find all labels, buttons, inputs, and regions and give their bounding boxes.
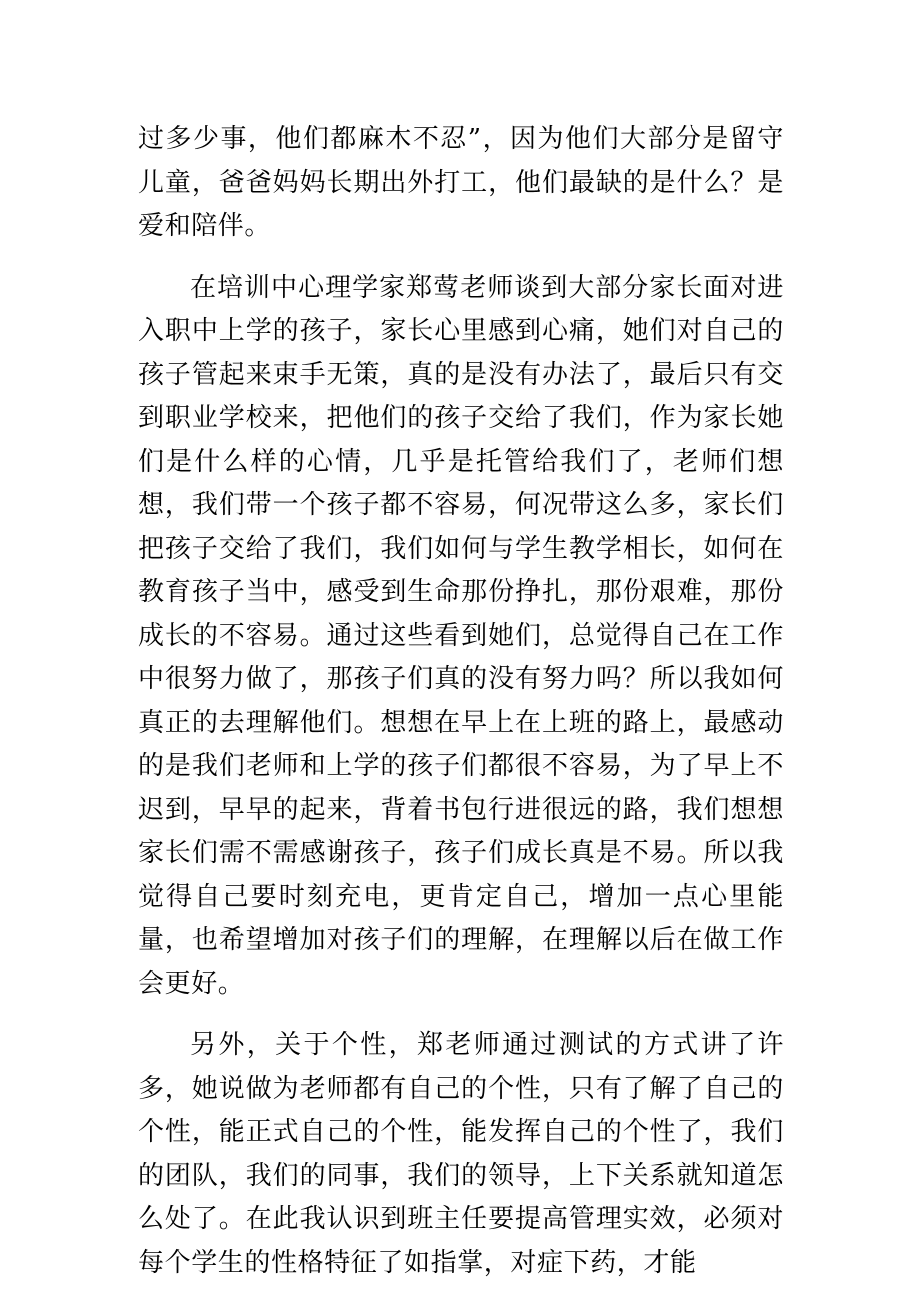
paragraph-personality: 另外，关于个性，郑老师通过测试的方式讲了许多，她说做为老师都有自己的个性，只有了解了自己的个性，能正式自己的个性，能发挥自己的个性了，我们的团队，我们的同事，我们的领导，上下关系就知道怎么处了。在此我认识到班主任要提高管理实效，必须对每个学生的性格特征了如指掌，对症下药，才能 xyxy=(138,1030,784,1278)
paragraph-training: 在培训中心理学家郑莺老师谈到大部分家长面对进入职中上学的孩子，家长心里感到心痛，她们对自己的孩子管起来束手无策，真的是没有办法了，最后只有交到职业学校来，把他们的孩子交给了我们，作为家长她们是什么样的心情，几乎是托管给我们了，老师们想想，我们带一个孩子都不容易，何况带这么多，家长们把孩子交给了我们，我们如何与学生教学相长，如何在教育孩子当中，感受到生命那份挣扎，那份艰难，那份成长的不容易。通过这些看到她们，总觉得自己在工作中很努力做了，那孩子们真的没有努力吗？所以我如何真正的去理解他们。想想在早上在上班的路上，最感动的是我们老师和上学的孩子们都很不容易，为了早上不迟到，早早的起来，背着书包行进很远的路，我们想想家长们需不需感谢孩子，孩子们成长真是不易。所以我觉得自己要时刻充电，更肯定自己，增加一点心里能量，也希望增加对孩子们的理解，在理解以后在做工作会更好。 xyxy=(138,272,784,999)
paragraph-spacer xyxy=(138,249,784,267)
paragraph-continuation: 过多少事，他们都麻木不忍”，因为他们大部分是留守儿童，爸爸妈妈长期出外打工，他们最缺的是什么？是爱和陪伴。 xyxy=(138,124,784,241)
paragraph-spacer xyxy=(138,1006,784,1024)
document-page xyxy=(138,118,784,1285)
